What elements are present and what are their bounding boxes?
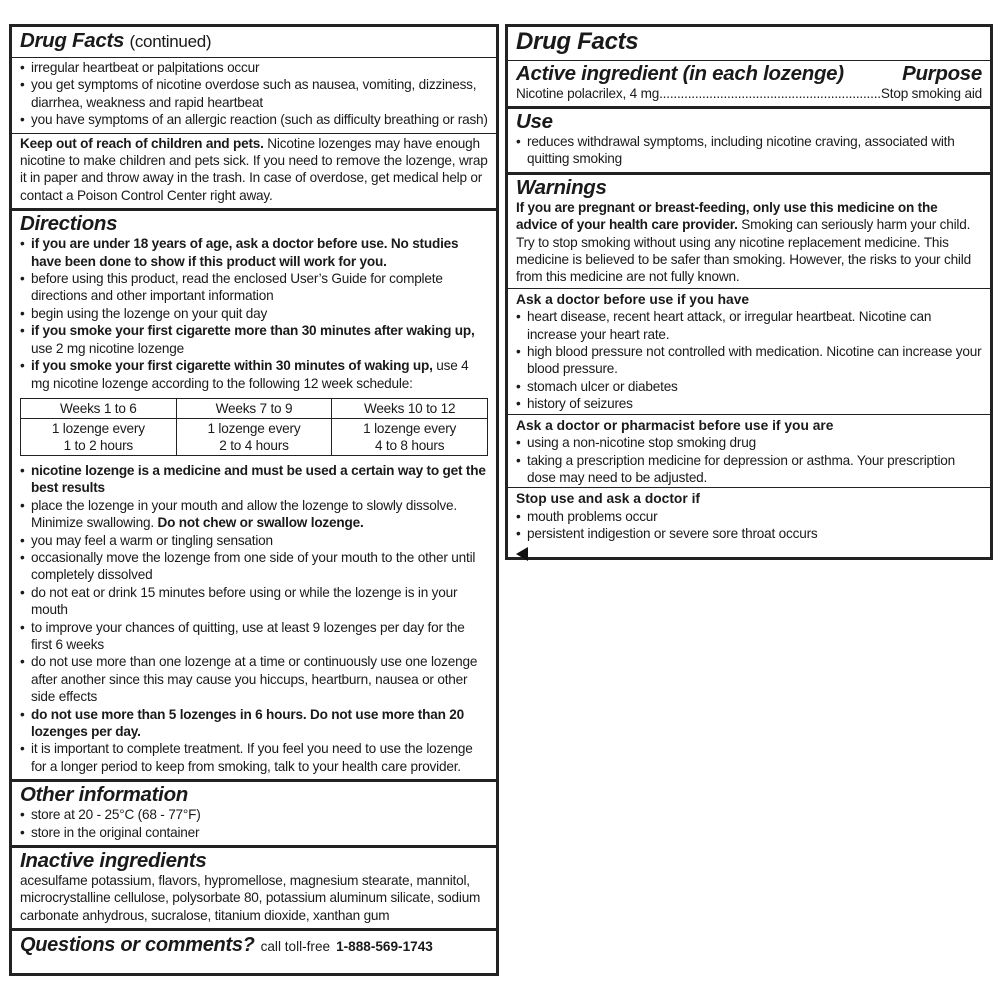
table-row — [21, 418, 488, 455]
keep-out-section — [12, 134, 496, 212]
ask-doctor-block — [508, 289, 990, 415]
inactive-ingredients-title: Inactive ingredients — [20, 849, 207, 873]
cell-line: 1 lozenge every — [363, 420, 457, 436]
dot-leader — [659, 85, 881, 102]
warnings-title: Warnings — [516, 175, 607, 199]
list-item: • store in the original container — [20, 824, 488, 841]
call-toll-free-label: call toll-free — [260, 939, 331, 955]
active-ingredient-section — [508, 61, 990, 109]
questions-section — [12, 931, 496, 961]
list-item — [20, 497, 488, 532]
list-item: • you have symptoms of an allergic reaction (such as difficulty breathing or rash) — [20, 111, 488, 128]
list-item: • heart disease, recent heart attack, or irregular heartbeat. Nicotine can increase your heart rate. — [516, 308, 982, 343]
direction-text: use 2 mg nicotine lozenge — [31, 340, 184, 356]
ingredient-purpose: Stop smoking aid — [880, 86, 982, 101]
direction-bold: do not use more than 5 lozenges in 6 hours. Do not use more than 20 lozenges per day. — [31, 706, 464, 739]
table-cell — [332, 418, 488, 455]
overdose-list — [12, 58, 496, 134]
ingredient-name: Nicotine polacrilex, 4 mg — [516, 86, 660, 101]
active-ingredient-title: Active ingredient (in each lozenge) — [516, 62, 844, 85]
list-item: • you get symptoms of nicotine overdose such as nausea, vomiting, dizziness, diarrhea, weakness and rapid heartbeat — [20, 76, 488, 111]
list-item: • mouth problems occur — [516, 508, 982, 525]
list-item: • persistent indigestion or severe sore throat occurs — [516, 525, 982, 542]
list-item: • history of seizures — [516, 395, 982, 412]
list-item: • do not eat or drink 15 minutes before using or while the lozenge is in your mouth — [20, 584, 488, 619]
cell-line: 1 lozenge every — [207, 420, 301, 436]
direction-text: use 4 mg nicotine lozenge according to the following 12 week schedule: — [31, 358, 469, 391]
inactive-ingredients-section — [12, 848, 496, 931]
continued-header — [12, 27, 496, 58]
table-cell — [21, 418, 177, 455]
cell-line: 4 to 8 hours — [374, 437, 445, 453]
pregnancy-bold: If you are pregnant or breast-feeding, only use this medicine on the advice of your health care provider. — [516, 199, 938, 233]
list-item — [20, 462, 488, 497]
list-item — [20, 322, 488, 357]
list-item: • occasionally move the lozenge from one side of your mouth to the other until completely dissolved — [20, 549, 488, 584]
keep-out-bold: Keep out of reach of children and pets. — [20, 135, 264, 151]
use-title: Use — [516, 110, 553, 133]
list-item: • reduces withdrawal symptoms, including nicotine craving, associated with quitting smoking — [516, 133, 982, 168]
table-header-cell: Weeks 7 to 9 — [176, 398, 332, 418]
active-ingredient-row — [516, 85, 982, 102]
questions-title: Questions or comments? — [20, 934, 255, 957]
table-cell — [176, 418, 332, 455]
directions-title: Directions — [20, 212, 118, 236]
cell-line: 1 lozenge every — [51, 420, 145, 436]
list-item: • do not use more than one lozenge at a time or continuously use one lozenge after another since this may cause you hiccups, heartburn, nausea or other side effects — [20, 653, 488, 705]
dosing-schedule-table — [20, 398, 488, 456]
list-item: • you may feel a warm or tingling sensation — [20, 532, 488, 549]
direction-text: place the lozenge in your mouth and allow the lozenge to slowly dissolve. Minimize swallowing. — [31, 497, 457, 531]
list-item: • high blood pressure not controlled with medication. Nicotine can increase your blood pressure. — [516, 343, 982, 378]
inactive-ingredients-text: acesulfame potassium, flavors, hypromellose, magnesium stearate, mannitol, microcrystalline cellulose, polysorbate 80, potassium aluminum silicate, sodium carbonate anhydrous, sucralose, titanium dioxide, xanthan gum — [20, 873, 481, 923]
questions-line — [20, 934, 488, 957]
continued-title-text: Drug Facts — [20, 29, 125, 52]
other-information-title: Other information — [20, 783, 189, 807]
table-header-cell: Weeks 1 to 6 — [21, 398, 177, 418]
pregnancy-text: Smoking can seriously harm your child. Try to stop smoking without using any nicotine replacement medicine. This medicine is believed to be safer than smoking. However, the risks to your child from this medicine are not fully known. — [516, 217, 971, 285]
pregnancy-paragraph — [516, 199, 982, 286]
direction-bold: if you smoke your first cigarette within 30 minutes of waking up, — [31, 358, 433, 374]
drug-facts-panel — [505, 24, 993, 560]
list-item: • using a non-nicotine stop smoking drug — [516, 434, 982, 451]
list-item: • stomach ulcer or diabetes — [516, 378, 982, 395]
direction-bold: if you are under 18 years of age, ask a doctor before use. No studies have been done to show if this product will work for you. — [31, 236, 459, 269]
use-section — [508, 109, 990, 175]
table-header-row — [21, 398, 488, 418]
drug-facts-title: Drug Facts — [516, 28, 639, 55]
table-header-cell: Weeks 10 to 12 — [332, 398, 488, 418]
list-item — [20, 235, 488, 270]
phone-number: 1-888-569-1743 — [336, 939, 433, 955]
pregnancy-warning — [508, 199, 990, 289]
direction-bold: Do not chew or swallow lozenge. — [157, 515, 364, 531]
list-item: • begin using the lozenge on your quit day — [20, 305, 488, 322]
keep-out-text: Nicotine lozenges may have enough nicotine to make children and pets sick. If you need to remove the lozenge, wrap it in paper and throw away in the trash. In case of overdose, get medical help or contact a Poison Control Center right away. — [20, 135, 488, 203]
direction-bold: nicotine lozenge is a medicine and must be used a certain way to get the best results — [31, 462, 486, 496]
direction-bold: if you smoke your first cigarette more than 30 minutes after waking up, — [31, 323, 475, 339]
warnings-section — [508, 175, 990, 567]
drug-facts-header — [508, 27, 990, 61]
ask-pharmacist-title: Ask a doctor or pharmacist before use if you are — [516, 417, 834, 433]
ask-doctor-title: Ask a doctor before use if you have — [516, 291, 750, 307]
directions-section — [12, 211, 496, 782]
keep-out-paragraph — [20, 135, 488, 205]
list-item — [20, 357, 488, 392]
active-ingredient-header — [516, 62, 982, 85]
continued-title — [20, 29, 488, 53]
list-item: • it is important to complete treatment. If you feel you need to use the lozenge for a longer period to keep from smoking, talk to your health care provider. — [20, 740, 488, 775]
list-item — [20, 706, 488, 741]
other-information-section — [12, 782, 496, 848]
continued-arrow-icon — [516, 547, 528, 561]
cell-line: 2 to 4 hours — [219, 437, 289, 453]
stop-use-title: Stop use and ask a doctor if — [516, 491, 700, 507]
ask-pharmacist-block — [508, 415, 990, 489]
stop-use-block — [516, 488, 982, 560]
continued-suffix: (continued) — [129, 32, 212, 51]
list-item: • irregular heartbeat or palpitations occur — [20, 59, 488, 76]
drug-facts-continued-panel — [9, 24, 499, 976]
list-item: • to improve your chances of quitting, use at least 9 lozenges per day for the first 6 weeks — [20, 619, 488, 654]
purpose-title: Purpose — [902, 62, 982, 85]
cell-line: 1 to 2 hours — [63, 437, 134, 453]
list-item: • store at 20 - 25°C (68 - 77°F) — [20, 806, 488, 823]
list-item: • taking a prescription medicine for depression or asthma. Your prescription dose may need to be adjusted. — [516, 452, 982, 487]
list-item: • before using this product, read the enclosed User’s Guide for complete directions and other important information — [20, 270, 488, 305]
